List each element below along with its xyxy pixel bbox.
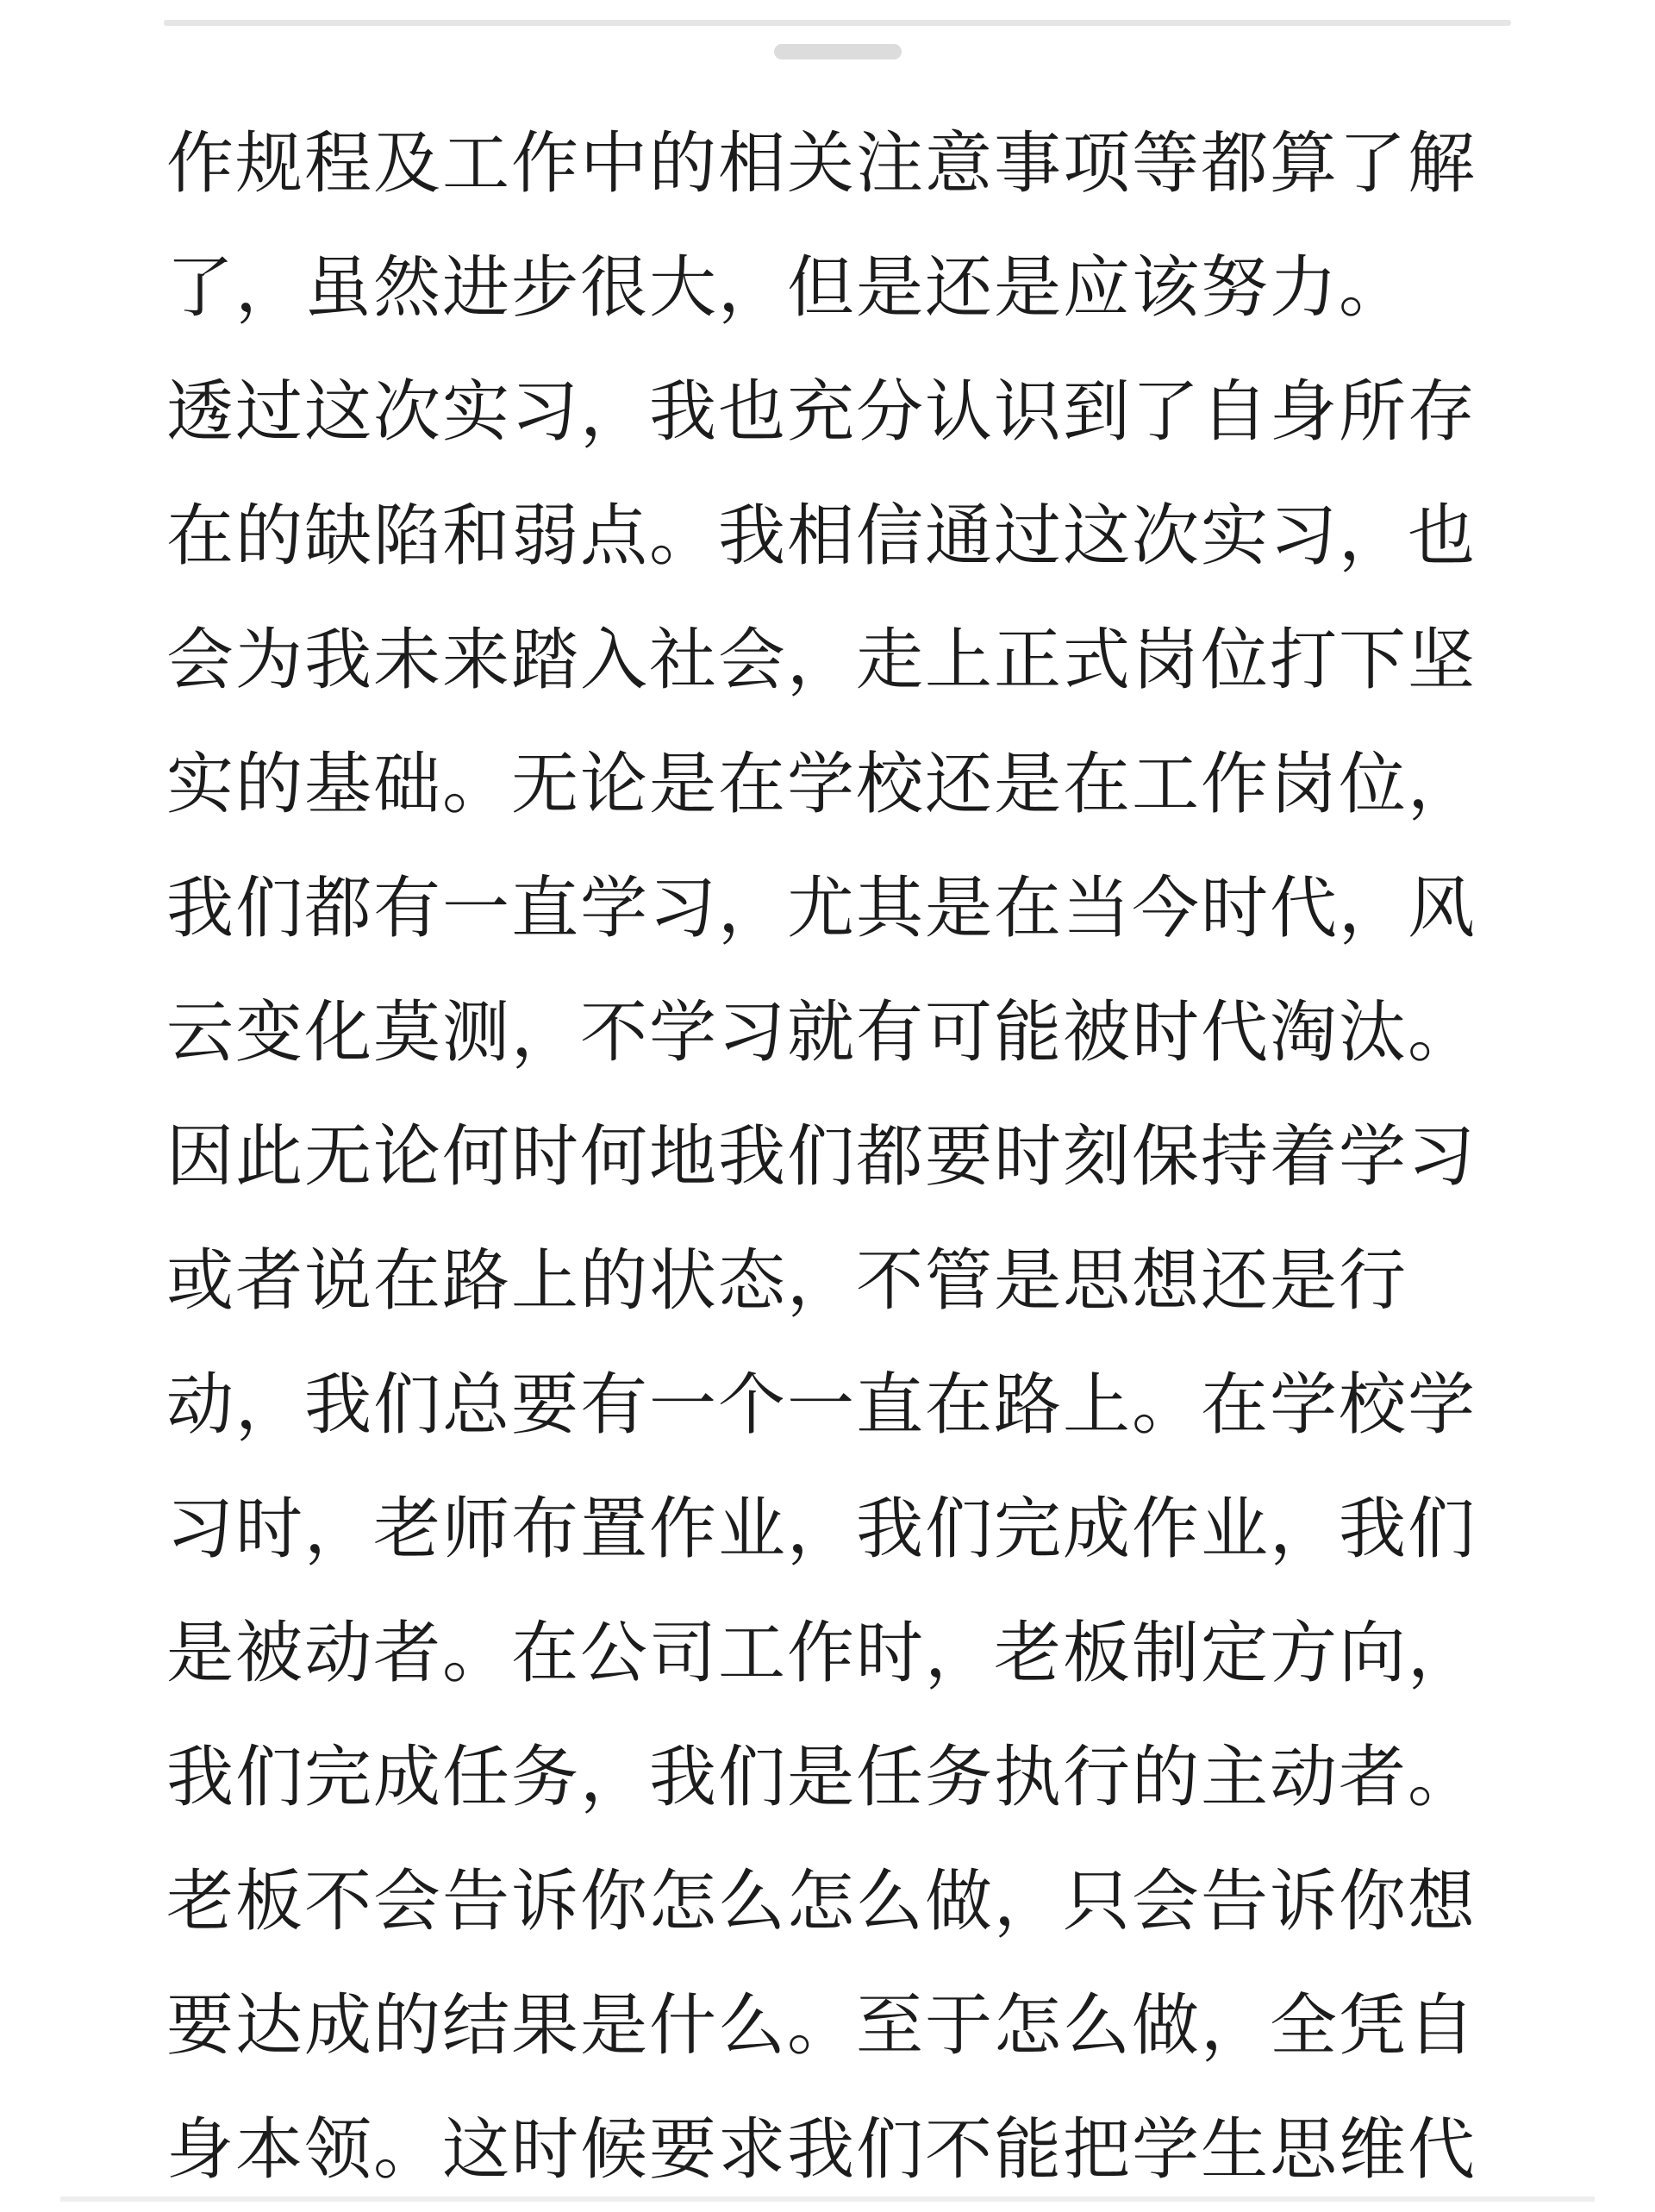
text-line: 是被动者。在公司工作时，老板制定方向， xyxy=(166,1615,1477,1692)
text-line: 云变化莫测，不学习就有可能被时代淘汰。 xyxy=(166,994,1477,1072)
text-line: 透过这次实习，我也充分认识到了自身所存 xyxy=(166,373,1477,451)
text-line: 或者说在路上的状态，不管是思想还是行 xyxy=(166,1242,1408,1320)
text-line: 我们完成任务，我们是任务执行的主动者。 xyxy=(166,1739,1477,1816)
text-line: 要达成的结果是什么。至于怎么做，全凭自 xyxy=(166,1987,1477,2065)
text-line: 会为我未来踏入社会，走上正式岗位打下坚 xyxy=(166,622,1477,699)
text-line: 因此无论何时何地我们都要时刻保持着学习 xyxy=(166,1118,1477,1196)
text-line: 老板不会告诉你怎么怎么做，只会告诉你想 xyxy=(166,1863,1477,1940)
bottom-divider xyxy=(60,2196,1595,2202)
text-line: 实的基础。无论是在学校还是在工作岗位， xyxy=(166,746,1477,823)
drag-handle[interactable] xyxy=(774,44,902,59)
top-divider xyxy=(164,20,1511,26)
text-line: 动，我们总要有一个一直在路上。在学校学 xyxy=(166,1366,1477,1444)
article-body xyxy=(166,102,1511,2212)
text-line: 作规程及工作中的相关注意事项等都算了解 xyxy=(166,125,1477,203)
text-line: 我们都有一直学习，尤其是在当今时代，风 xyxy=(166,870,1477,947)
text-line: 习时，老师布置作业，我们完成作业，我们 xyxy=(166,1490,1477,1568)
text-line: 在的缺陷和弱点。我相信通过这次实习，也 xyxy=(166,497,1477,575)
text-line: 了，虽然进步很大，但是还是应该努力。 xyxy=(166,249,1408,327)
text-line: 身本领。这时候要求我们不能把学生思维代 xyxy=(166,2111,1477,2189)
